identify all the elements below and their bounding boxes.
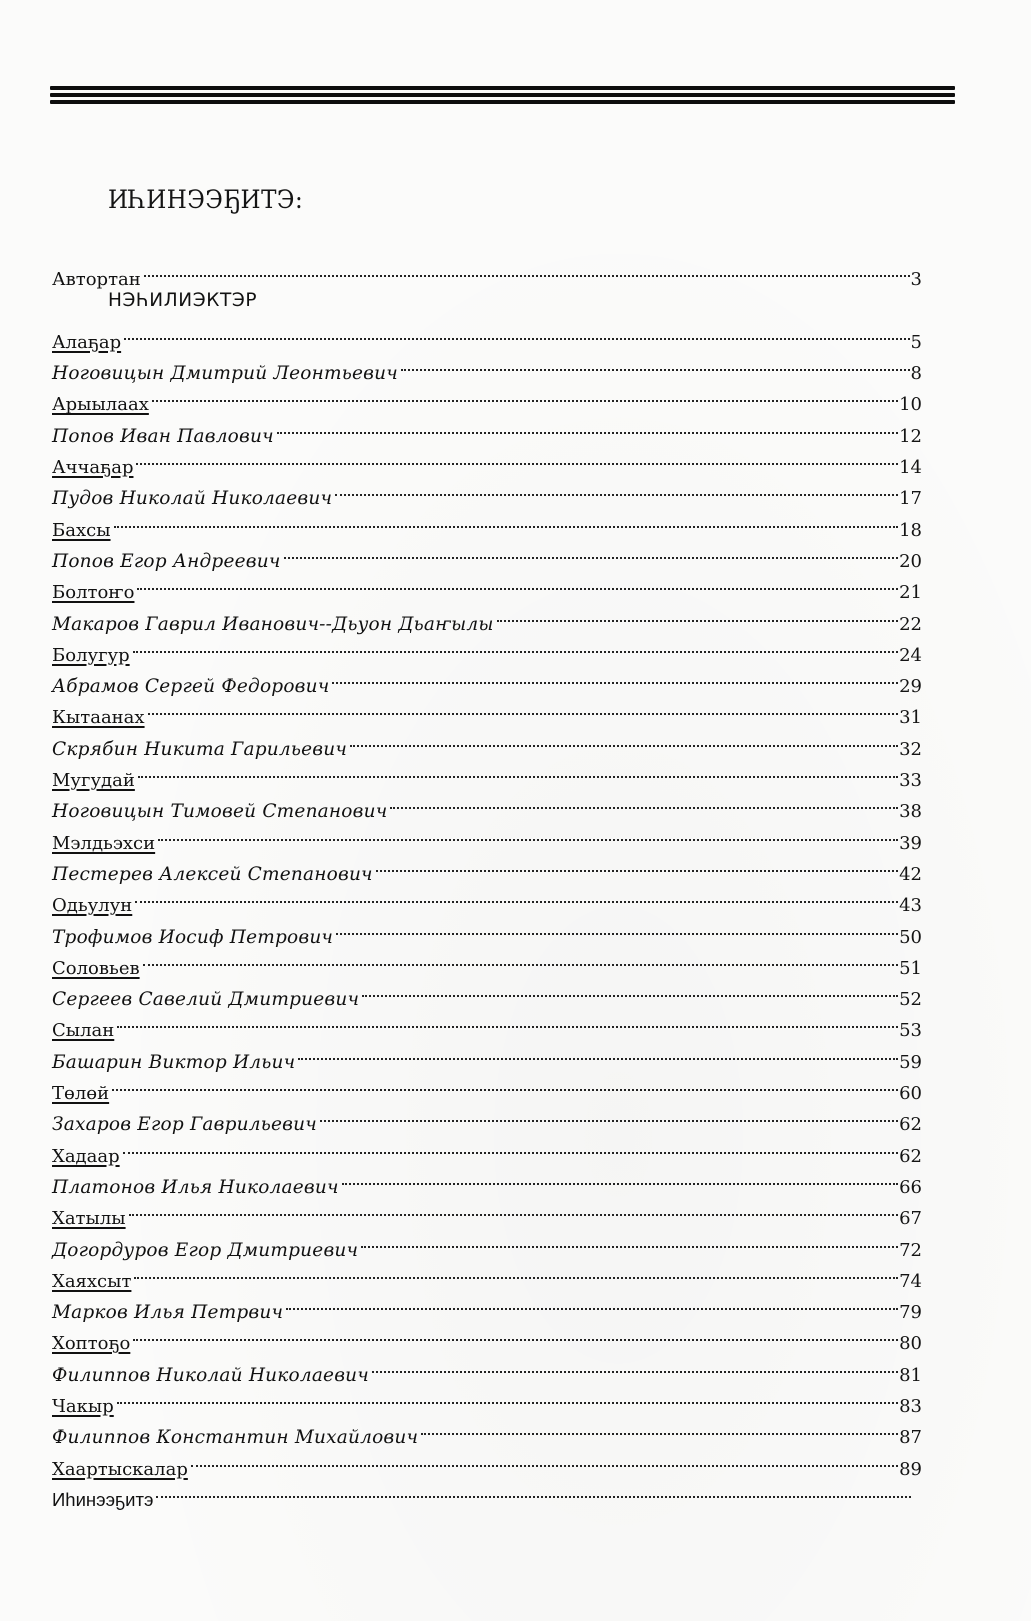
rule-line — [50, 100, 955, 104]
toc-entry — [52, 1162, 922, 1198]
toc-entry-label: Мугудай — [52, 770, 135, 792]
toc-page-number: 17 — [899, 488, 922, 510]
dot-leader — [419, 1412, 899, 1443]
dot-leader — [150, 379, 899, 410]
toc-entry-label: Кытаанах — [52, 707, 145, 729]
dot-leader — [127, 1193, 900, 1224]
toc-page-number: 33 — [899, 770, 922, 792]
toc-page-number: 50 — [899, 926, 922, 948]
toc-entry-label: Пудов Николай Николаевич — [52, 488, 333, 510]
dot-leader — [370, 1349, 899, 1380]
toc-page-number: 79 — [899, 1302, 922, 1324]
toc-entry — [52, 1036, 922, 1073]
toc-entry — [52, 1381, 922, 1417]
toc-page-number: 81 — [899, 1364, 922, 1386]
toc-entry — [52, 1193, 922, 1230]
toc-entry-label: Сергеев Савелий Дмитриевич — [52, 989, 360, 1011]
toc-entry — [52, 254, 922, 291]
toc-page-number: 31 — [899, 707, 922, 729]
dot-leader — [333, 473, 899, 504]
toc-entry-label: Чакыр — [52, 1395, 114, 1417]
toc-entry — [52, 536, 922, 572]
dot-leader — [110, 1068, 899, 1099]
dot-leader — [359, 1224, 899, 1255]
toc-entry — [52, 786, 922, 823]
toc-page-number: 14 — [899, 457, 922, 479]
toc-entry-label: Болтоҥо — [52, 582, 135, 604]
toc-entry — [52, 1005, 922, 1042]
toc-entry — [52, 943, 922, 979]
dot-leader — [142, 254, 911, 285]
toc-entry-label: Хаартыскалар — [52, 1458, 188, 1480]
toc-page-number: 83 — [899, 1395, 922, 1417]
toc-page-number: 22 — [899, 613, 922, 635]
toc-entry — [52, 817, 922, 854]
toc-entry-label: Хоптоҕо — [52, 1333, 131, 1355]
toc-page-number: 52 — [899, 989, 922, 1011]
dot-leader — [348, 723, 899, 754]
toc-entry — [52, 598, 922, 635]
toc-entry — [52, 974, 922, 1011]
table-of-contents — [52, 254, 922, 1510]
dot-leader — [135, 567, 899, 598]
toc-entry — [52, 755, 922, 792]
toc-page-number: 12 — [899, 425, 922, 447]
dot-leader — [495, 598, 899, 629]
header-triple-rule — [50, 86, 955, 107]
dot-leader — [115, 1005, 899, 1036]
toc-entry — [52, 1068, 922, 1105]
toc-entry-label: Трофимов Иосиф Петрович — [52, 926, 334, 948]
dot-leader — [146, 692, 900, 723]
toc-entry — [52, 630, 922, 666]
toc-section-heading — [52, 285, 922, 316]
dot-leader — [141, 943, 899, 974]
section-heading-label: НЭҺИЛИЭКТЭР — [108, 290, 258, 312]
toc-entry-label: Филиппов Николай Николаевич — [52, 1364, 370, 1386]
dot-leader — [275, 410, 899, 441]
toc-entry-label: Хатылы — [52, 1208, 126, 1230]
toc-entry — [52, 1318, 922, 1355]
toc-page-number: 72 — [899, 1239, 922, 1261]
toc-page-number: 74 — [899, 1270, 922, 1292]
dot-leader — [282, 536, 900, 567]
dot-leader — [399, 348, 911, 379]
toc-entry-label: Абрамов Сергей Федорович — [52, 676, 330, 698]
dot-leader — [334, 911, 899, 942]
toc-entry-label: Попов Иван Павлович — [52, 425, 274, 447]
toc-page-number: 87 — [899, 1427, 922, 1449]
toc-entry — [52, 442, 922, 479]
toc-entry-label: Попов Егор Андреевич — [52, 550, 281, 572]
toc-page-number: 42 — [899, 863, 922, 885]
dot-leader — [136, 755, 899, 786]
dot-leader — [131, 1318, 899, 1349]
toc-entry-label: Платонов Илья Николаевич — [52, 1176, 339, 1198]
dot-leader — [112, 504, 900, 535]
dot-leader — [131, 630, 899, 661]
toc-entry — [52, 1349, 922, 1386]
toc-entry-label: Иһинээҕитэ — [52, 1488, 154, 1510]
toc-page-number: 39 — [899, 832, 922, 854]
toc-entry-label: Хадаар — [52, 1145, 120, 1167]
toc-entry — [52, 692, 922, 729]
page-title: ИҺИНЭЭҔИТЭ: — [108, 184, 304, 214]
toc-page-number: 66 — [899, 1176, 922, 1198]
dot-leader — [154, 1475, 912, 1506]
toc-entry-label: Ноговицын Дмитрий Леонтьевич — [52, 363, 398, 385]
toc-page-number: 89 — [899, 1458, 922, 1480]
dot-leader — [122, 317, 910, 348]
toc-entry-label: Хаяхсыт — [52, 1270, 132, 1292]
toc-entry — [52, 1224, 922, 1261]
toc-entry — [52, 1287, 922, 1324]
toc-entry-label: Аччаҕар — [52, 457, 134, 479]
toc-page-number: 62 — [899, 1114, 922, 1136]
toc-page-number: 51 — [899, 957, 922, 979]
toc-entry — [52, 567, 922, 604]
toc-entry-label: Филиппов Константин Михайлович — [52, 1427, 419, 1449]
toc-page-number: 80 — [899, 1333, 922, 1355]
toc-page-number: 67 — [899, 1208, 922, 1230]
toc-entry-label: Ноговицын Тимовей Степанович — [52, 801, 388, 823]
toc-entry-label: Марков Илья Петрвич — [52, 1302, 284, 1324]
toc-page-number: 20 — [899, 550, 922, 572]
toc-entry — [52, 1412, 922, 1449]
toc-page-number: 43 — [899, 895, 922, 917]
toc-page-number: 3 — [910, 269, 922, 291]
toc-entry-label: Мэлдьэхси — [52, 832, 156, 854]
dot-leader — [388, 786, 899, 817]
toc-page-number: 38 — [899, 801, 922, 823]
toc-entry — [52, 911, 922, 948]
dot-leader — [360, 974, 899, 1005]
dot-leader — [189, 1443, 899, 1474]
toc-entry — [52, 723, 922, 760]
dot-leader — [115, 1381, 899, 1412]
toc-entry — [52, 1256, 922, 1292]
toc-entry-label: Соловьев — [52, 957, 140, 979]
dot-leader — [134, 442, 899, 473]
rule-line — [50, 93, 955, 97]
toc-entry-label: Скрябин Никита Гарильевич — [52, 738, 348, 760]
toc-entry — [52, 473, 922, 510]
dot-leader — [133, 880, 899, 911]
toc-entry-label: Бахсы — [52, 519, 111, 541]
toc-page-number: 8 — [910, 363, 922, 385]
toc-entry-label: Макаров Гаврил Иванович--Дьуон Дьаҥылы — [52, 613, 494, 635]
toc-page-number: 18 — [899, 519, 922, 541]
toc-entry — [52, 849, 922, 885]
toc-page-number: 60 — [899, 1083, 922, 1105]
toc-entry-label: Пестерев Алексей Степанович — [52, 863, 373, 885]
toc-page-number: 59 — [899, 1051, 922, 1073]
toc-page-number: 21 — [899, 582, 922, 604]
toc-entry-label: Болугур — [52, 644, 130, 666]
dot-leader — [156, 817, 899, 848]
toc-entry — [52, 880, 922, 917]
toc-entry — [52, 348, 922, 385]
toc-entry — [52, 1130, 922, 1167]
toc-entry — [52, 661, 922, 698]
toc-entry-label: Арыылаах — [52, 394, 149, 416]
toc-entry-label: Автортан — [52, 269, 141, 291]
dot-leader — [330, 661, 899, 692]
dot-leader — [132, 1256, 899, 1287]
dot-leader — [121, 1130, 899, 1161]
toc-entry-label: Одьулун — [52, 895, 133, 917]
toc-entry-label: Башарин Виктор Ильич — [52, 1051, 296, 1073]
toc-entry — [52, 317, 922, 353]
toc-entry-label: Догордуров Егор Дмитриевич — [52, 1239, 359, 1261]
toc-entry — [52, 410, 922, 447]
dot-leader — [296, 1036, 899, 1067]
toc-entry — [52, 1475, 922, 1510]
toc-entry-label: Сылан — [52, 1020, 115, 1042]
toc-entry-label: Алаҕар — [52, 331, 122, 353]
toc-page-number: 5 — [910, 331, 922, 353]
dot-leader — [284, 1287, 899, 1318]
dot-leader — [374, 849, 899, 880]
toc-page-number: 32 — [899, 738, 922, 760]
toc-entry-label: Төлөй — [52, 1083, 110, 1105]
toc-page-number: 24 — [899, 644, 922, 666]
dot-leader — [340, 1162, 899, 1193]
dot-leader — [318, 1099, 899, 1130]
toc-entry — [52, 379, 922, 416]
toc-page-number: 62 — [899, 1145, 922, 1167]
toc-entry — [52, 1099, 922, 1136]
toc-page-number: 10 — [899, 394, 922, 416]
toc-entry-label: Захаров Егор Гаврильевич — [52, 1114, 317, 1136]
rule-line — [50, 86, 955, 90]
toc-page-number: 29 — [899, 676, 922, 698]
toc-page-number: 53 — [899, 1020, 922, 1042]
toc-entry — [52, 504, 922, 541]
